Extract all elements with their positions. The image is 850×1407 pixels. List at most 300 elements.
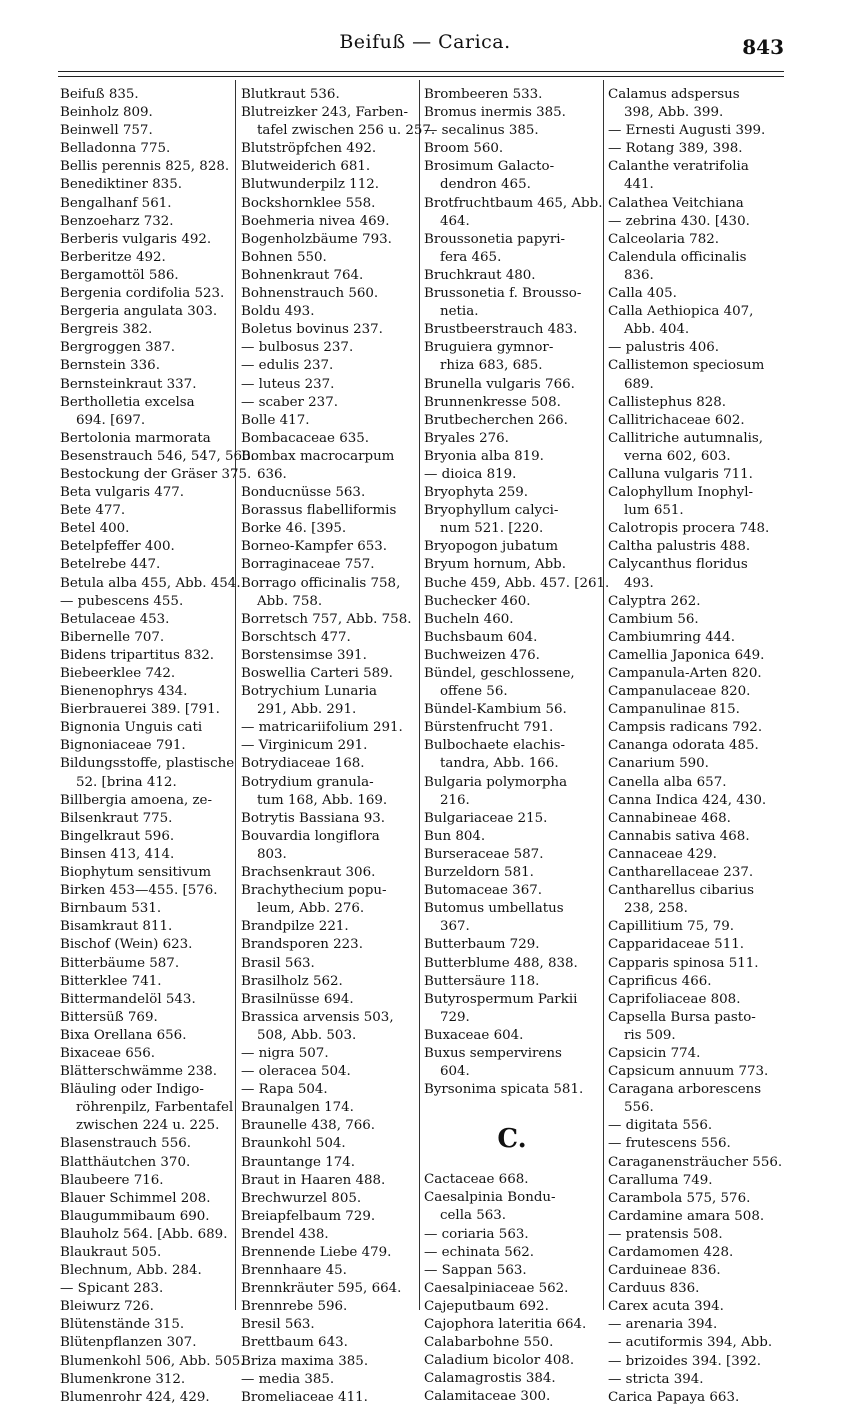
index-entry: Burseraceae 587.	[424, 846, 544, 862]
index-entry: Caprificus 466.	[608, 973, 712, 989]
index-entry: Birnbaum 531.	[60, 901, 162, 917]
index-entry: Bete 477.	[60, 503, 126, 519]
index-entry: Blechnum, Abb. 284.	[60, 1263, 202, 1279]
index-entry: Cannabis sativa 468.	[608, 828, 750, 844]
index-entry: Bulbochaete elachis-	[424, 738, 565, 754]
index-entry: Brendel 438.	[241, 1226, 329, 1242]
index-entry: Bischof (Wein) 623.	[60, 937, 193, 953]
index-entry: Blutwunderpilz 112.	[241, 177, 379, 193]
column-divider	[235, 80, 236, 1310]
index-entry: Brandsporen 223.	[241, 937, 363, 953]
index-entry-continuation: 729.	[440, 1009, 470, 1025]
index-entry: Brunnenkresse 508.	[424, 394, 561, 410]
index-entry: Calyptra 262.	[608, 593, 701, 609]
index-entry: Brustbeerstrauch 483.	[424, 322, 578, 338]
index-entry: Bilsenkraut 775.	[60, 810, 173, 826]
index-entry-continuation: verna 602, 603.	[624, 448, 731, 464]
index-entry-continuation: cella 563.	[440, 1208, 507, 1224]
index-entry: Braunalgen 174.	[241, 1100, 354, 1116]
index-entry-continuation: 694. [697.	[76, 412, 146, 428]
index-entry: Bingelkraut 596.	[60, 828, 175, 844]
index-entry: Blutweiderich 681.	[241, 159, 371, 175]
index-entry: Campanulinae 815.	[608, 702, 740, 718]
index-entry: Capillitium 75, 79.	[608, 919, 735, 935]
index-entry: Canna Indica 424, 430.	[608, 792, 767, 808]
index-entry: Borraginaceae 757.	[241, 557, 375, 573]
index-entry: Cactaceae 668.	[424, 1172, 529, 1188]
index-entry: — Rotang 389, 398.	[608, 141, 743, 157]
index-entry: Brasilholz 562.	[241, 973, 343, 989]
index-entry: Bonducnüsse 563.	[241, 485, 366, 501]
index-entry: Bläuling oder Indigo-	[60, 1082, 204, 1098]
index-entry: Brechwurzel 805.	[241, 1190, 362, 1206]
index-entry: Cambium 56.	[608, 611, 699, 627]
index-entry: Carduineae 836.	[608, 1263, 721, 1279]
index-entry: Boswellia Carteri 589.	[241, 666, 393, 681]
index-entry: Billbergia amoena, ze-	[60, 792, 212, 808]
index-entry: Bergeria angulata 303.	[60, 304, 218, 320]
index-entry: Betula alba 455, Abb. 454.	[60, 575, 241, 591]
index-entry: Bun 804.	[424, 828, 486, 844]
index-entry: Bresil 563.	[241, 1317, 315, 1333]
index-entry: Bromus inermis 385.	[424, 105, 566, 121]
index-entry: Caralluma 749.	[608, 1172, 713, 1188]
index-entry: Bruchkraut 480.	[424, 267, 536, 283]
index-entry-continuation: num 521. [220.	[440, 521, 544, 537]
index-entry: Brassica arvensis 503,	[241, 1009, 394, 1025]
index-entry: Benzoeharz 732.	[60, 213, 174, 229]
index-entry: Buttersäure 118.	[424, 973, 540, 989]
index-entry: Bouvardia longiflora	[241, 828, 380, 844]
index-entry: Blutströpfchen 492.	[241, 141, 377, 157]
index-entry: Cardamomen 428.	[608, 1245, 734, 1260]
index-entry-continuation: dendron 465.	[440, 177, 531, 193]
index-entry: — Spicant 283.	[60, 1281, 164, 1297]
index-entry: Brombeeren 533.	[424, 87, 543, 102]
index-entry: Borneo-Kampfer 653.	[241, 539, 388, 555]
index-entry-continuation: 238, 258.	[624, 901, 688, 917]
index-entry: Butomaceae 367.	[424, 883, 542, 899]
index-entry: Calamagrostis 384.	[424, 1371, 556, 1387]
index-column-4	[608, 86, 786, 1407]
index-entry: Borschtsch 477.	[241, 629, 351, 645]
index-entry: Butterbaum 729.	[424, 937, 540, 953]
index-entry: Blumenkrone 312.	[60, 1371, 186, 1387]
index-entry: Betelpfeffer 400.	[60, 539, 175, 555]
index-entry: Blütenpflanzen 307.	[60, 1335, 197, 1351]
column-divider	[419, 80, 420, 1310]
index-entry: — coriaria 563.	[424, 1226, 529, 1242]
index-entry: Borrago officinalis 758,	[241, 575, 401, 591]
index-entry: Bucheln 460.	[424, 611, 514, 627]
index-entry: Botrydium granula-	[241, 774, 374, 790]
index-entry: Bergenia cordifolia 523.	[60, 286, 225, 302]
index-entry: Besenstrauch 546, 547, 560.	[60, 448, 255, 464]
index-entry-continuation: netia.	[440, 304, 479, 320]
index-entry: Canella alba 657.	[608, 774, 727, 790]
index-entry: Cardamine amara 508.	[608, 1208, 765, 1224]
index-entry: Brutbecherchen 266.	[424, 412, 568, 428]
index-entry: Berberitze 492.	[60, 249, 166, 265]
index-entry: Bryophyta 259.	[424, 485, 529, 501]
index-entry: Braunelle 438, 766.	[241, 1118, 376, 1134]
index-entry: Capparidaceae 511.	[608, 937, 744, 953]
index-entry: — zebrina 430. [430.	[608, 213, 750, 229]
index-entry: Bignoniaceae 791.	[60, 738, 186, 754]
index-entry: Boldu 493.	[241, 304, 315, 320]
index-entry: Brandpilze 221.	[241, 919, 349, 935]
index-entry: Brauntange 174.	[241, 1154, 356, 1170]
index-entry-continuation: 803.	[257, 846, 287, 862]
index-entry: Beifuß 835.	[60, 87, 139, 102]
index-entry: Bürstenfrucht 791.	[424, 720, 554, 736]
column-divider	[603, 80, 604, 1310]
index-entry: Carambola 575, 576.	[608, 1190, 751, 1206]
index-entry-continuation: 441.	[624, 177, 654, 193]
index-entry: Bryonia alba 819.	[424, 448, 544, 464]
index-entry: — Ernesti Augusti 399.	[608, 123, 766, 139]
index-entry: Botrychium Lunaria	[241, 684, 378, 700]
index-entry: Bulgaria polymorpha	[424, 774, 568, 790]
index-entry: Callitrichaceae 602.	[608, 412, 745, 428]
index-entry: Blaukraut 505.	[60, 1245, 162, 1260]
index-column-2	[241, 86, 436, 1407]
index-entry: Beta vulgaris 477.	[60, 485, 185, 501]
index-entry: — acutiformis 394, Abb.	[608, 1335, 773, 1351]
index-entry: — pratensis 508.	[608, 1226, 723, 1242]
index-entry: Berberis vulgaris 492.	[60, 231, 212, 247]
index-entry: Betulaceae 453.	[60, 611, 170, 627]
index-entry-continuation: 636.	[257, 466, 287, 482]
running-header-title: Beifuß — Carica.	[339, 31, 511, 53]
section-letter: C.	[497, 1124, 527, 1155]
index-entry: Bohnenkraut 764.	[241, 267, 364, 283]
index-entry: Bidens tripartitus 832.	[60, 647, 215, 663]
index-entry: — echinata 562.	[424, 1244, 535, 1260]
index-entry: Bombax macrocarpum	[241, 448, 395, 464]
index-entry: Botrydiaceae 168.	[241, 756, 365, 772]
index-column-1	[60, 86, 255, 1407]
index-entry: Blutkraut 536.	[241, 87, 340, 102]
index-entry: Blütenstände 315.	[60, 1317, 185, 1333]
index-entry: Blaubeere 716.	[60, 1172, 164, 1188]
index-entry: Borke 46. [395.	[241, 521, 347, 537]
index-entry: Byrsonima spicata 581.	[424, 1082, 584, 1098]
index-entry: Bryopogon jubatum	[424, 539, 559, 555]
index-entry: Blauer Schimmel 208.	[60, 1190, 211, 1206]
index-entry: Bengalhanf 561.	[60, 195, 172, 211]
index-entry: Brennkräuter 595, 664.	[241, 1281, 402, 1297]
index-entry: Calophyllum Inophyl-	[608, 485, 754, 501]
index-entry-continuation: 367.	[440, 919, 470, 935]
index-entry: Borstensimse 391.	[241, 647, 367, 663]
index-entry: Bergreis 382.	[60, 322, 153, 338]
index-entry-continuation: 216.	[440, 792, 470, 808]
index-entry: Blaugummibaum 690.	[60, 1208, 210, 1224]
index-entry-continuation: offene 56.	[440, 684, 508, 700]
index-entry-continuation: 493.	[624, 575, 654, 591]
index-entry: — pubescens 455.	[60, 593, 184, 609]
index-entry: Blutreizker 243, Farben-	[241, 105, 408, 121]
index-entry: Calanthe veratrifolia	[608, 159, 749, 175]
index-entry: Botrytis Bassiana 93.	[241, 810, 386, 826]
index-entry: Bisamkraut 811.	[60, 919, 173, 935]
index-entry: Bockshornklee 558.	[241, 195, 376, 211]
index-entry: Caesalpiniaceae 562.	[424, 1280, 569, 1296]
index-entry: Canarium 590.	[608, 756, 709, 772]
index-entry: Beinwell 757.	[60, 123, 153, 139]
index-entry: Capsicin 774.	[608, 1045, 701, 1061]
index-column-3	[424, 86, 610, 1406]
index-entry-continuation: tum 168, Abb. 169.	[257, 792, 388, 808]
index-entry: Broussonetia papyri-	[424, 231, 566, 247]
page-number: 843	[742, 35, 784, 59]
index-entry: Cannaceae 429.	[608, 846, 717, 862]
index-entry: Bryum hornum, Abb.	[424, 557, 567, 573]
index-entry: Buchweizen 476.	[424, 647, 540, 663]
index-entry: Caprifoliaceae 808.	[608, 991, 741, 1007]
index-entry: — scaber 237.	[241, 394, 338, 410]
index-entry: Birken 453—455. [576.	[60, 883, 218, 899]
index-entry: Brettbaum 643.	[241, 1335, 348, 1351]
index-entry: Biophytum sensitivum	[60, 865, 212, 881]
index-entry: Borretsch 757, Abb. 758.	[241, 611, 412, 627]
index-entry: Bienenophrys 434.	[60, 684, 188, 700]
index-entry: Calamitaceae 300.	[424, 1389, 551, 1405]
index-entry: Bündel, geschlossene,	[424, 666, 575, 681]
index-entry: Buxus sempervirens	[424, 1045, 562, 1061]
index-entry: Broom 560.	[424, 141, 504, 157]
index-entry: Bernsteinkraut 337.	[60, 376, 197, 392]
index-entry: Cantharellaceae 237.	[608, 865, 754, 881]
index-entry: Cajophora lateritia 664.	[424, 1317, 587, 1332]
index-entry: Caesalpinia Bondu-	[424, 1190, 556, 1206]
index-entry: Brachythecium popu-	[241, 883, 387, 899]
index-entry: Butomus umbellatus	[424, 901, 564, 917]
index-entry: Betelrebe 447.	[60, 557, 161, 573]
index-entry-continuation: lum 651.	[624, 503, 684, 519]
index-entry-continuation: 689.	[624, 376, 654, 392]
index-entry: Bitterklee 741.	[60, 973, 162, 989]
index-entry: Carica Papaya 663.	[608, 1389, 740, 1405]
index-entry: Brachsenkraut 306.	[241, 865, 376, 881]
index-entry: Bohnen 550.	[241, 249, 327, 265]
index-entry: Bierbrauerei 389. [791.	[60, 702, 220, 718]
index-entry-continuation: Abb. 404.	[624, 322, 690, 338]
index-entry: — digitata 556.	[608, 1118, 713, 1134]
index-entry: Caltha palustris 488.	[608, 539, 751, 555]
index-entry: — dioica 819.	[424, 466, 517, 482]
index-entry: Blasenstrauch 556.	[60, 1136, 191, 1152]
index-entry: Buchsbaum 604.	[424, 629, 538, 645]
index-entry-continuation: röhrenpilz, Farbentafel	[76, 1100, 234, 1116]
index-entry: Brennrebe 596.	[241, 1299, 348, 1315]
index-entry: Calotropis procera 748.	[608, 521, 770, 537]
index-entry-continuation: rhiza 683, 685.	[440, 358, 543, 374]
index-entry: — oleracea 504.	[241, 1064, 351, 1080]
index-entry: Bleiwurz 726.	[60, 1299, 154, 1315]
index-entry: Bertholletia excelsa	[60, 394, 195, 410]
index-entry-continuation: 508, Abb. 503.	[257, 1027, 357, 1043]
index-entry: — Virginicum 291.	[241, 738, 368, 754]
index-entry: Benediktiner 835.	[60, 177, 182, 193]
index-entry: — palustris 406.	[608, 340, 719, 356]
index-entry: Buche 459, Abb. 457. [261.	[424, 575, 610, 591]
index-entry: Borassus flabelliformis	[241, 503, 397, 519]
index-entry: Caraganensträucher 556.	[608, 1154, 783, 1170]
index-entry: Bertolonia marmorata	[60, 430, 211, 446]
index-entry: Calycanthus floridus	[608, 557, 748, 573]
index-entry: Carex acuta 394.	[608, 1299, 724, 1315]
index-entry: Calabarbohne 550.	[424, 1335, 554, 1351]
index-entry: Calceolaria 782.	[608, 231, 720, 247]
index-entry: Cannabineae 468.	[608, 810, 731, 826]
index-entry: Brotfruchtbaum 465, Abb.	[424, 195, 603, 211]
index-entry-continuation: leum, Abb. 276.	[257, 901, 365, 917]
index-entry: Capsicum annuum 773.	[608, 1064, 769, 1080]
index-entry: Bildungsstoffe, plastische	[60, 756, 235, 772]
index-entry-continuation: Abb. 758.	[257, 593, 323, 609]
index-entry: Capparis spinosa 511.	[608, 955, 759, 971]
index-entry: Bulgariaceae 215.	[424, 810, 548, 826]
index-entry: — matricariifolium 291.	[241, 720, 403, 736]
index-entry: Brasilnüsse 694.	[241, 991, 354, 1007]
index-entry-continuation: fera 465.	[440, 249, 502, 265]
index-entry-continuation: 836.	[624, 267, 654, 283]
index-entry: Boehmeria nivea 469.	[241, 213, 390, 229]
index-entry: Buchecker 460.	[424, 593, 531, 609]
index-entry-continuation: 52. [brina 412.	[76, 774, 177, 790]
index-entry: Cambiumring 444.	[608, 629, 736, 645]
index-entry-continuation: 398, Abb. 399.	[624, 105, 724, 121]
index-entry: Caragana arborescens	[608, 1082, 762, 1098]
index-entry: Biebeerklee 742.	[60, 666, 176, 681]
index-entry: — secalinus 385.	[424, 123, 539, 139]
index-entry: Cananga odorata 485.	[608, 738, 759, 754]
index-entry: Brosimum Galacto-	[424, 159, 555, 175]
index-entry: Brussonetia f. Brousso-	[424, 286, 582, 302]
index-entry: — Rapa 504.	[241, 1082, 328, 1098]
index-entry-continuation: 604.	[440, 1064, 470, 1080]
index-entry: Bogenholzbäume 793.	[241, 231, 392, 247]
index-entry: Carduus 836.	[608, 1281, 700, 1297]
index-entry: Briza maxima 385.	[241, 1353, 369, 1369]
index-entry: Bignonia Unguis cati	[60, 720, 203, 736]
index-entry: Bergroggen 387.	[60, 340, 175, 356]
index-entry: — edulis 237.	[241, 358, 334, 374]
index-entry: Blatthäutchen 370.	[60, 1154, 191, 1170]
index-entry: Bryophyllum calyci-	[424, 503, 559, 519]
index-entry-continuation: 556.	[624, 1100, 654, 1116]
index-entry: Bruguiera gymnor-	[424, 340, 554, 356]
index-entry: Bellis perennis 825, 828.	[60, 159, 230, 175]
index-entry: — brizoides 394. [392.	[608, 1353, 762, 1369]
index-entry: Beinholz 809.	[60, 105, 153, 121]
index-entry-continuation: 464.	[440, 213, 470, 229]
index-entry: Butyrospermum Parkii	[424, 991, 578, 1007]
index-entry: Bittermandelöl 543.	[60, 991, 196, 1007]
index-entry: Blumenrohr 424, 429.	[60, 1389, 210, 1405]
index-entry: Butterblume 488, 838.	[424, 955, 578, 971]
index-entry: Brunella vulgaris 766.	[424, 376, 575, 392]
index-entry: Camellia Japonica 649.	[608, 647, 765, 663]
index-entry: Bohnenstrauch 560.	[241, 286, 379, 302]
index-entry: Calathea Veitchiana	[608, 195, 744, 211]
index-entry: Blumenkohl 506, Abb. 505.	[60, 1353, 245, 1369]
index-entry: Binsen 413, 414.	[60, 846, 175, 862]
index-entry: Bitterbäume 587.	[60, 955, 180, 971]
index-entry-continuation: tafel zwischen 256 u. 257.	[257, 123, 436, 139]
index-entry: Brennende Liebe 479.	[241, 1245, 392, 1260]
index-entry: Bombacaceae 635.	[241, 430, 370, 446]
index-entry: — arenaria 394.	[608, 1317, 718, 1333]
index-entry-continuation: ris 509.	[624, 1027, 676, 1043]
index-entry: Cajeputbaum 692.	[424, 1298, 549, 1314]
index-entry: Callistephus 828.	[608, 394, 727, 410]
index-entry-continuation: 291, Abb. 291.	[257, 702, 357, 718]
index-entry: Boletus bovinus 237.	[241, 322, 383, 338]
index-entry: Breiapfelbaum 729.	[241, 1208, 376, 1224]
index-entry: Campanulaceae 820.	[608, 684, 751, 700]
index-entry: Calla 405.	[608, 286, 677, 302]
index-entry: Bestockung der Gräser 375.	[60, 466, 252, 482]
index-entry: Buxaceae 604.	[424, 1027, 524, 1043]
index-entry: Blauholz 564. [Abb. 689.	[60, 1226, 228, 1242]
index-entry: — luteus 237.	[241, 376, 335, 392]
index-entry: Bittersüß 769.	[60, 1009, 158, 1025]
index-entry: Bergamottöl 586.	[60, 267, 179, 283]
index-entry: Campanula-Arten 820.	[608, 666, 762, 681]
index-entry: Burzeldorn 581.	[424, 865, 534, 881]
index-entry-continuation: zwischen 224 u. 225.	[76, 1118, 220, 1134]
index-entry: Braunkohl 504.	[241, 1136, 346, 1152]
index-entry: Calendula officinalis	[608, 249, 747, 265]
index-entry-continuation: tandra, Abb. 166.	[440, 756, 559, 772]
index-entry: Brasil 563.	[241, 955, 315, 971]
index-entry: — Sappan 563.	[424, 1262, 527, 1278]
index-entry: Bündel-Kambium 56.	[424, 702, 567, 718]
index-entry: Belladonna 775.	[60, 141, 171, 157]
index-entry: Betel 400.	[60, 521, 130, 537]
index-entry: — frutescens 556.	[608, 1136, 731, 1152]
index-entry: Calluna vulgaris 711.	[608, 466, 753, 482]
index-entry: — stricta 394.	[608, 1371, 704, 1387]
index-entry: Calamus adspersus	[608, 87, 740, 102]
index-entry: Cantharellus cibarius	[608, 883, 755, 899]
index-entry: Caladium bicolor 408.	[424, 1353, 575, 1369]
header-rule	[58, 71, 784, 72]
index-entry: Campsis radicans 792.	[608, 720, 763, 736]
index-entry: Bibernelle 707.	[60, 629, 165, 645]
index-entry: Blätterschwämme 238.	[60, 1064, 218, 1080]
index-entry: Braut in Haaren 488.	[241, 1172, 386, 1188]
index-entry: Bixa Orellana 656.	[60, 1027, 187, 1043]
index-entry: Bromeliaceae 411.	[241, 1389, 368, 1405]
index-entry: Callistemon speciosum	[608, 358, 765, 374]
index-entry: Bixaceae 656.	[60, 1045, 156, 1061]
index-entry: — nigra 507.	[241, 1045, 329, 1061]
index-entry: Capsella Bursa pasto-	[608, 1009, 756, 1025]
index-entry: — bulbosus 237.	[241, 340, 354, 356]
header-rule-secondary	[58, 76, 784, 77]
index-entry: Brennhaare 45.	[241, 1263, 347, 1279]
index-entry: Bernstein 336.	[60, 358, 160, 374]
index-entry: Bryales 276.	[424, 430, 509, 446]
index-entry: — media 385.	[241, 1371, 335, 1387]
index-entry: Callitriche autumnalis,	[608, 430, 764, 446]
index-entry: Bolle 417.	[241, 412, 310, 428]
index-entry: Calla Aethiopica 407,	[608, 304, 754, 320]
